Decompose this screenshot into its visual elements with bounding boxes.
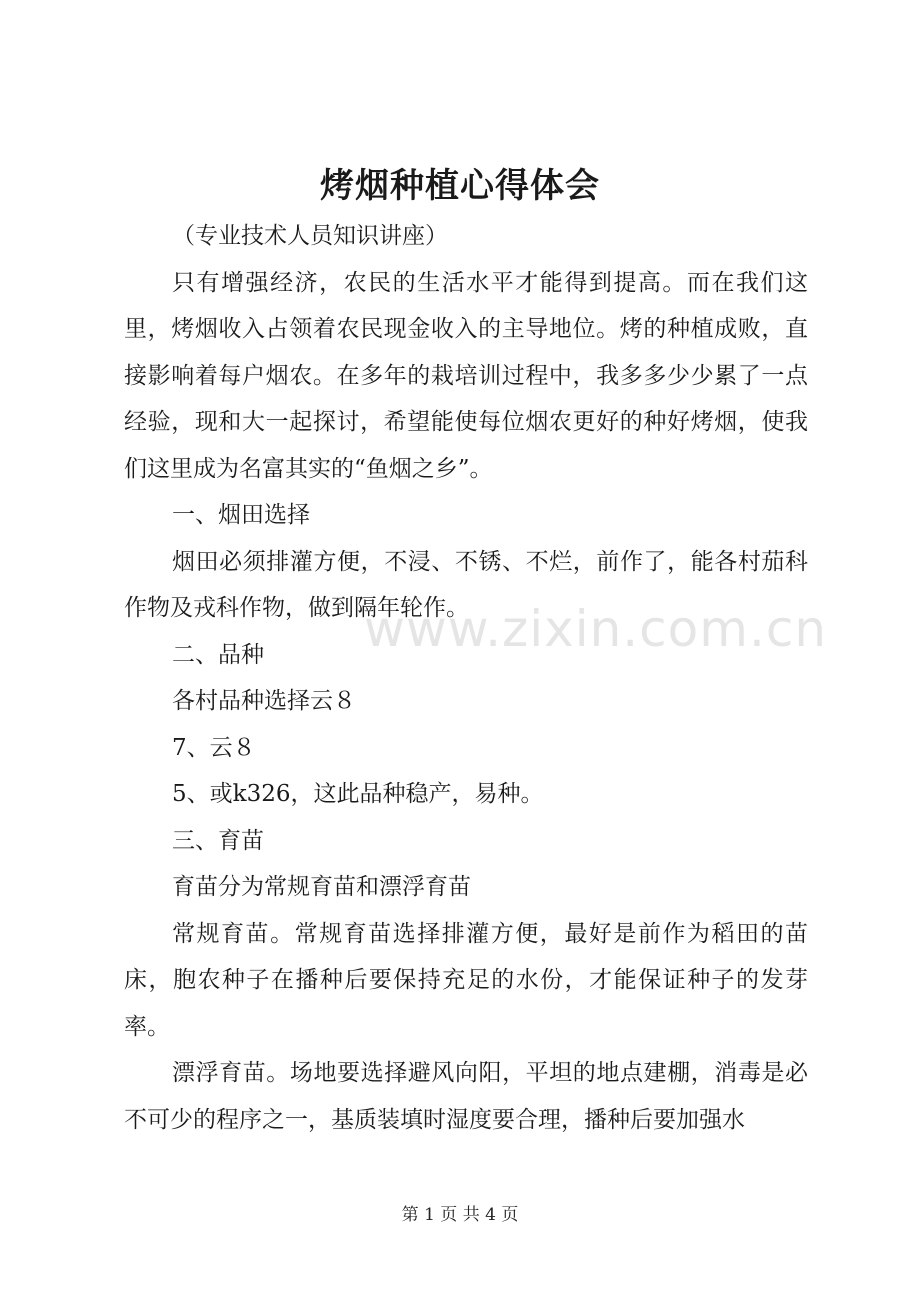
paragraph-intro: 只有增强经济，农民的生活水平才能得到提高。而在我们这里，烤烟收入占领着农民现金收入的主导地位。烤的种植成败，直接影响着每户烟农。在多年的栽培训过程中，我多多少少累了一点经验，现和大一起探讨，希望能使每位烟农更好的种好烤烟，使我们这里成为名富其实的“鱼烟之乡”。 <box>124 269 808 482</box>
paragraph-subtitle: （专业技术人员知识讲座） <box>172 223 448 249</box>
paragraph-variety-1: 各村品种选择云８ <box>172 688 356 714</box>
watermark-text: www.zixin.com.cn <box>364 600 828 658</box>
paragraph-variety-3: 5、或k326，这此品种稳产，易种。 <box>172 781 544 807</box>
paragraph-floating-seedling: 漂浮育苗。场地要选择避风向阳，平坦的地点建棚，消毒是必不可少的程序之一，基质装填时湿度要合理，播种后要加强水 <box>124 1060 808 1133</box>
document-body <box>124 213 808 1143</box>
paragraph-variety-2: 7、云８ <box>172 734 256 761</box>
paragraph-field-selection: 烟田必须排灌方便，不浸、不锈、不烂，前作了，能各村茄科作物及戎科作物，做到隔年轮作。 <box>124 548 808 621</box>
paragraph-seedling-types: 育苗分为常规育苗和漂浮育苗 <box>172 874 471 900</box>
paragraph-conventional-seedling: 常规育苗。常规育苗选择排灌方便，最好是前作为稻田的苗床，胞农种子在播种后要保持充足的水份，才能保证种子的发芽率。 <box>124 920 808 1040</box>
document-title: 烤烟种植心得体会 <box>320 166 600 206</box>
heading-field-selection: 一、烟田选择 <box>172 502 310 528</box>
heading-seedling: 三、育苗 <box>172 827 264 854</box>
heading-variety: 二、品种 <box>172 641 264 668</box>
page-footer: 第 1 页 共 4 页 <box>401 1205 519 1225</box>
